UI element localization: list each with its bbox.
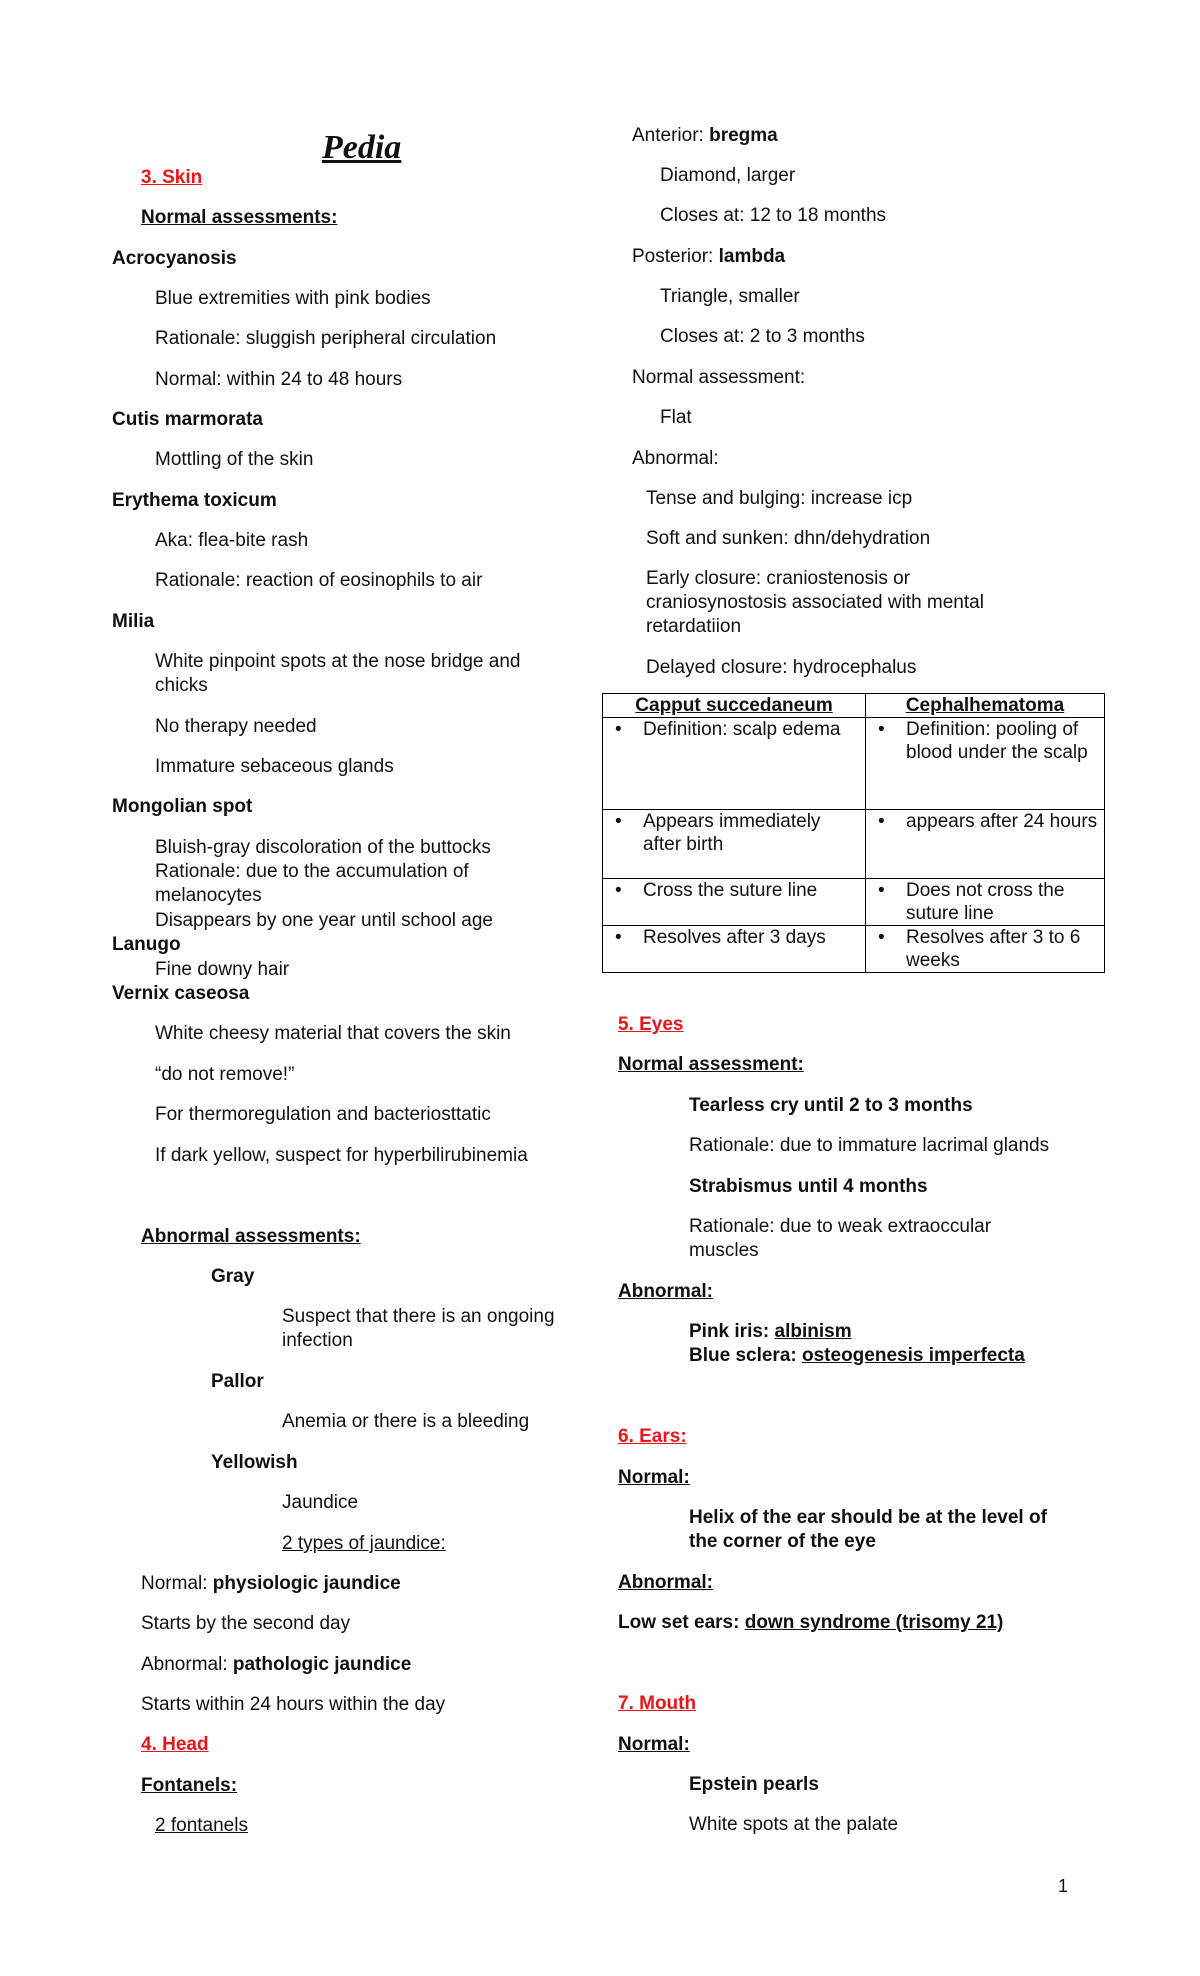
eyes-line-4: Rationale: due to weak extraoccular muscles [689,1216,992,1261]
erythema-line-2: Rationale: reaction of eosinophils to air [155,570,483,591]
fontanel-abn-3: Early closure: craniostenosis or craniosynostosis associated with mental retardatiion [646,568,984,637]
bullet-icon: • [615,811,622,832]
jaundice-normal-desc: Starts by the second day [141,1613,351,1634]
cell-text: Appears immediately after birth [643,811,821,855]
vernix-line-3: For thermoregulation and bacteriosttatic [155,1104,491,1125]
vernix-line-1: White cheesy material that covers the skin [155,1023,511,1044]
bullet-icon: • [878,719,885,740]
eyes-normal-heading: Normal assessment: [618,1054,804,1075]
comparison-table [602,693,1105,973]
mouth-normal-heading: Normal: [618,1734,690,1755]
head-heading: 4. Head [141,1734,209,1755]
low-set-ears-value: down syndrome (trisomy 21) [744,1612,1004,1633]
milia-line-2: No therapy needed [155,716,317,737]
table-cell [603,879,866,926]
term-vernix-caseosa: Vernix caseosa [112,983,250,1004]
posterior-label: Posterior: [632,246,719,267]
term-mongolian-spot: Mongolian spot [112,796,253,817]
jaundice-abnormal [141,1653,411,1677]
two-fontanels: 2 fontanels [155,1815,248,1836]
eyes-line-3: Strabismus until 4 months [689,1176,928,1197]
mongolian-line-2: Rationale: due to the accumulation of melanocytes [155,861,469,906]
pink-iris-label: Pink iris: [689,1321,775,1342]
jaundice-types: 2 types of jaundice: [282,1533,446,1554]
jaundice-abnormal-desc: Starts within 24 hours within the day [141,1694,446,1715]
eyes-abnormal-heading: Abnormal: [618,1281,713,1302]
table-cell [866,879,1105,926]
table-row [603,879,1105,926]
low-set-ears [618,1611,1003,1635]
jaundice-abnormal-value: pathologic jaundice [232,1654,412,1675]
table-row [603,926,1105,973]
page-number: 1 [1058,1876,1069,1896]
fontanel-abnormal: Abnormal: [632,448,719,469]
term-cutis-marmorata: Cutis marmorata [112,409,263,430]
eyes-line-1: Tearless cry until 2 to 3 months [689,1095,973,1116]
fontanel-abn-4: Delayed closure: hydrocephalus [646,657,917,678]
acrocyanosis-line-2: Rationale: sluggish peripheral circulation [155,328,497,349]
blue-sclera-value: osteogenesis imperfecta [802,1345,1025,1366]
eyes-heading: 5. Eyes [618,1014,684,1035]
milia-line-1: White pinpoint spots at the nose bridge and chicks [155,651,521,696]
gray-line-1: Suspect that there is an ongoing infection [282,1306,555,1351]
cell-text: Cross the suture line [643,880,818,901]
ears-line-1: Helix of the ear should be at the level of the corner of the eye [689,1507,1047,1552]
bullet-icon: • [878,927,885,948]
posterior-line-2: Closes at: 2 to 3 months [660,326,865,347]
table-cell [866,718,1105,810]
lanugo-line-1: Fine downy hair [155,959,290,980]
low-set-ears-label: Low set ears: [618,1612,745,1633]
table-cell [603,718,866,810]
anterior-line-1: Diamond, larger [660,165,796,186]
milia-line-3: Immature sebaceous glands [155,756,394,777]
fontanel-abn-1: Tense and bulging: increase icp [646,488,913,509]
anterior-line-2: Closes at: 12 to 18 months [660,205,887,226]
acrocyanosis-line-3: Normal: within 24 to 48 hours [155,369,403,390]
term-pallor: Pallor [211,1371,264,1392]
table-cell [603,810,866,879]
anterior-label: Anterior: [632,125,710,146]
mouth-heading: 7. Mouth [618,1693,697,1714]
bullet-icon: • [615,719,622,740]
fontanel-flat: Flat [660,407,692,428]
fontanel-abn-2: Soft and sunken: dhn/dehydration [646,528,931,549]
table-cell [603,926,866,973]
jaundice-abnormal-label: Abnormal: [141,1654,233,1675]
table-row [603,810,1105,879]
eyes-line-2: Rationale: due to immature lacrimal glands [689,1135,1050,1156]
posterior-value: lambda [718,246,786,267]
bullet-icon: • [878,811,885,832]
vernix-line-4: If dark yellow, suspect for hyperbilirubinemia [155,1145,528,1166]
jaundice-normal-value: physiologic jaundice [212,1573,401,1594]
fontanels-heading: Fontanels: [141,1775,238,1796]
ears-normal-heading: Normal: [618,1467,690,1488]
bullet-icon: • [878,880,885,901]
vernix-line-2: “do not remove!” [155,1064,295,1085]
page-title: Pedia [322,129,402,166]
cell-text: Resolves after 3 days [643,927,826,948]
bullet-icon: • [615,880,622,901]
mongolian-line-3: Disappears by one year until school age [155,910,493,931]
cell-text: appears after 24 hours [906,811,1098,832]
anterior-fontanel [632,124,778,148]
table-cell [866,926,1105,973]
fontanel-normal-assessment: Normal assessment: [632,367,806,388]
table-header-row [603,694,1105,718]
term-milia: Milia [112,611,155,632]
acrocyanosis-line-1: Blue extremities with pink bodies [155,288,431,309]
yellowish-line-1: Jaundice [282,1492,359,1513]
table-row [603,718,1105,810]
epstein-pearls: Epstein pearls [689,1774,819,1795]
cell-text: Does not cross the suture line [906,880,1065,924]
anterior-value: bregma [709,125,778,146]
table-header-caput: Capput succedaneum [603,694,866,718]
term-acrocyanosis: Acrocyanosis [112,248,237,269]
table-cell [866,810,1105,879]
term-gray: Gray [211,1266,255,1287]
blue-sclera-label: Blue sclera: [689,1345,802,1366]
jaundice-normal [141,1572,401,1596]
term-lanugo: Lanugo [112,934,181,955]
bullet-icon: • [615,927,622,948]
cell-text: Definition: scalp edema [643,719,841,740]
blue-sclera [689,1344,1025,1368]
posterior-fontanel [632,245,785,269]
skin-heading: 3. Skin [141,167,203,188]
term-yellowish: Yellowish [211,1452,298,1473]
table-header-cephalhematoma: Cephalhematoma [866,694,1105,718]
epstein-line-1: White spots at the palate [689,1814,899,1835]
pallor-line-1: Anemia or there is a bleeding [282,1411,530,1432]
erythema-line-1: Aka: flea-bite rash [155,530,309,551]
cell-text: Definition: pooling of blood under the scalp [906,719,1088,763]
posterior-line-1: Triangle, smaller [660,286,800,307]
pink-iris-value: albinism [774,1321,852,1342]
ears-abnormal-heading: Abnormal: [618,1572,713,1593]
pink-iris [689,1320,852,1344]
normal-assessments-heading: Normal assessments: [141,207,338,228]
jaundice-normal-label: Normal: [141,1573,213,1594]
mongolian-line-1: Bluish-gray discoloration of the buttocks [155,837,491,858]
term-erythema-toxicum: Erythema toxicum [112,490,277,511]
ears-heading: 6. Ears: [618,1426,687,1447]
cell-text: Resolves after 3 to 6 weeks [906,927,1081,971]
abnormal-assessments-heading: Abnormal assessments: [141,1226,361,1247]
cutis-line-1: Mottling of the skin [155,449,314,470]
